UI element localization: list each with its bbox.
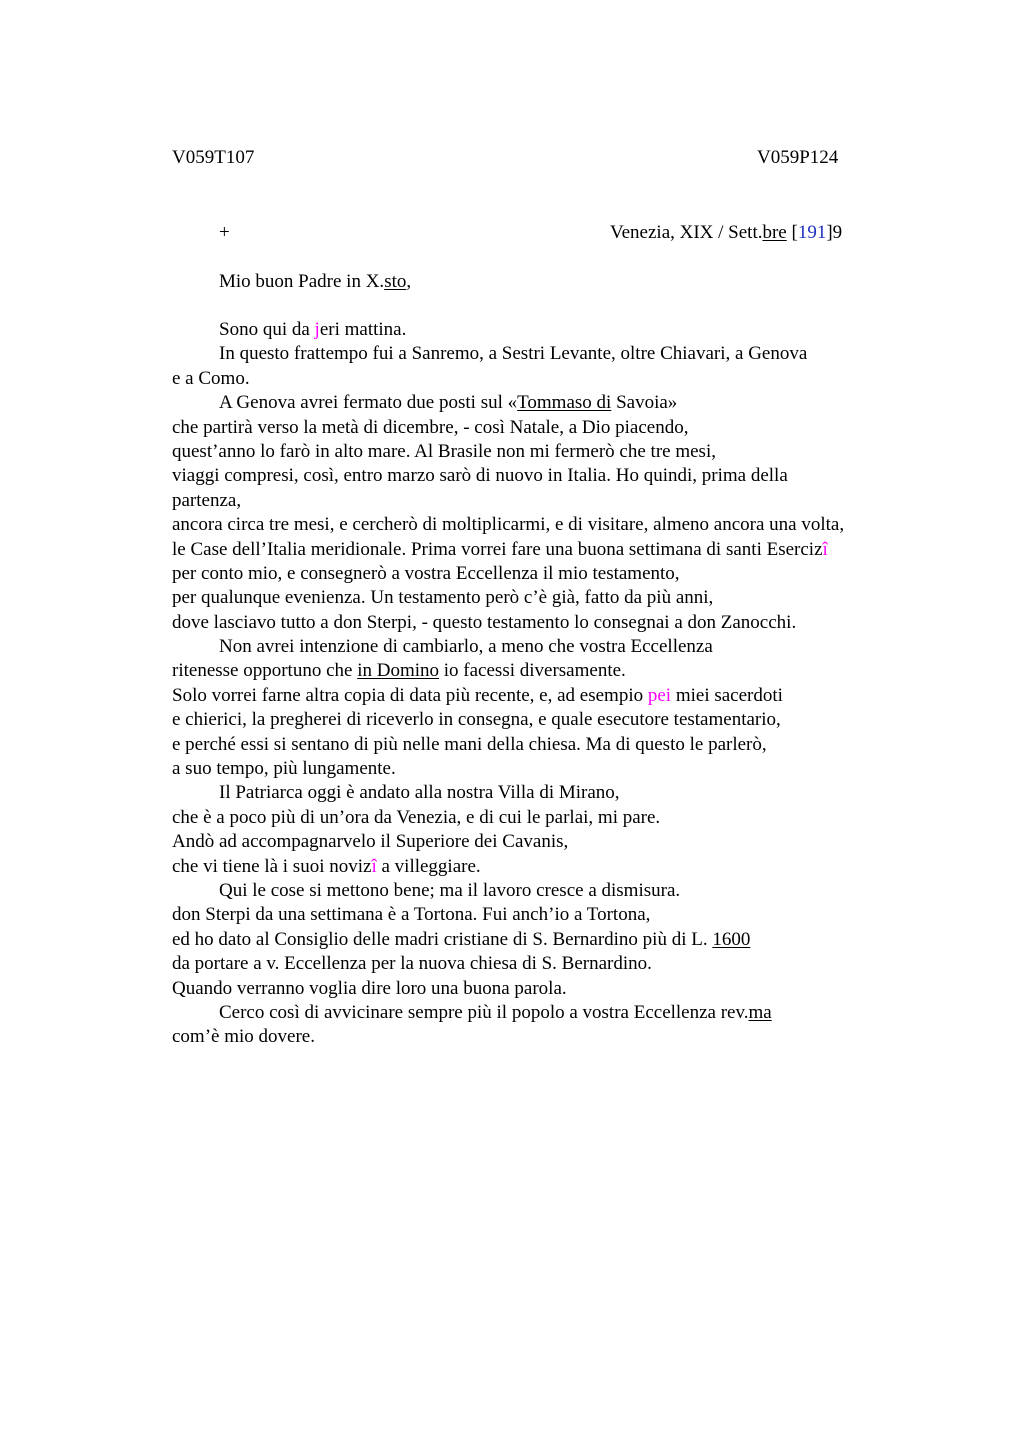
- letter-line: [172, 1001, 912, 1025]
- letter-line: com’è mio dovere.: [172, 1026, 315, 1048]
- letter-line: che è a poco più di un’ora da Venezia, e di cui le parlai, mi pare.: [172, 806, 661, 828]
- dateline-text: Venezia, XIX / Sett.: [610, 222, 763, 243]
- text-segment: A Genova avrei fermato due posti sul «: [219, 392, 518, 414]
- dateline: [610, 222, 842, 244]
- dateline-abbreviation: bre: [762, 222, 787, 243]
- letter-line: [172, 318, 912, 342]
- letter-line: [172, 855, 912, 879]
- underlined-ship-name: Tommaso di: [517, 392, 612, 414]
- letter-line: don Sterpi da una settimana è a Tortona. Fui anch’io a Tortona,: [172, 904, 651, 926]
- salutation-comma: ,: [406, 271, 412, 292]
- letter-line: e a Como.: [172, 367, 250, 389]
- dateline-bracket-close: ]9: [826, 222, 843, 243]
- text-segment: le Case dell’Italia meridionale. Prima vorrei fare una buona settimana di santi Eserciz: [172, 538, 823, 560]
- letter-line: Quando verranno voglia dire loro una buona parola.: [172, 977, 567, 999]
- text-segment: Sono qui da: [219, 319, 315, 340]
- text-segment: ed ho dato al Consiglio delle madri cristiane di S. Bernardino più di L.: [172, 928, 713, 950]
- text-segment: Savoia»: [611, 392, 678, 414]
- underlined-amount: 1600: [712, 928, 751, 950]
- letter-line: e chierici, la pregherei di riceverlo in consegna, e quale esecutore testamentario,: [172, 709, 781, 731]
- letter-line: a suo tempo, più lungamente.: [172, 758, 396, 780]
- letter-line: [172, 928, 912, 952]
- document-code-left: V059T107: [172, 147, 255, 168]
- cross-symbol: +: [219, 222, 230, 243]
- letter-line: ancora circa tre mesi, e cercherò di moltiplicarmi, e di visitare, almeno ancora una volta,: [172, 514, 845, 536]
- letter-line: Non avrei intenzione di cambiarlo, a meno che vostra Eccellenza: [219, 636, 713, 658]
- letter-line: e perché essi si sentano di più nelle mani della chiesa. Ma di questo le parlerò,: [172, 733, 767, 755]
- letter-line: partenza,: [172, 489, 242, 511]
- editorial-mark: pei: [647, 684, 672, 706]
- editorial-mark: j: [314, 319, 320, 340]
- letter-line: [172, 391, 912, 415]
- text-segment: che vi tiene là i suoi noviz: [172, 855, 372, 877]
- document-code-right: V059P124: [757, 147, 839, 168]
- letter-line: In questo frattempo fui a Sanremo, a Sestri Levante, oltre Chiavari, a Genova: [219, 343, 808, 365]
- letter-line: per qualunque evenienza. Un testamento però c’è già, fatto da più anni,: [172, 587, 714, 609]
- editorial-mark: î: [371, 855, 377, 877]
- letter-line: da portare a v. Eccellenza per la nuova chiesa di S. Bernardino.: [172, 953, 652, 975]
- salutation-abbreviation: sto: [384, 271, 407, 292]
- letter-line: viaggi compresi, così, entro marzo sarò di nuovo in Italia. Ho quindi, prima della: [172, 465, 788, 487]
- letter-line: Il Patriarca oggi è andato alla nostra Villa di Mirano,: [219, 782, 620, 804]
- text-segment: Solo vorrei farne altra copia di data più recente, e, ad esempio: [172, 684, 648, 706]
- letter-line: [172, 538, 912, 562]
- letter-line: che partirà verso la metà di dicembre, - così Natale, a Dio piacendo,: [172, 416, 689, 438]
- text-segment: eri mattina.: [319, 319, 407, 340]
- letter-line: [172, 684, 912, 708]
- text-segment: ritenesse opportuno che: [172, 660, 358, 682]
- salutation: [219, 271, 411, 293]
- text-segment: Cerco così di avvicinare sempre più il popolo a vostra Eccellenza rev.: [219, 1001, 749, 1023]
- underlined-abbreviation: ma: [748, 1001, 772, 1023]
- text-segment: a villeggiare.: [376, 855, 481, 877]
- editorial-mark: î: [822, 538, 828, 560]
- dateline-bracket-open: [: [786, 222, 798, 243]
- letter-line: Qui le cose si mettono bene; ma il lavoro cresce a dismisura.: [219, 879, 681, 901]
- letter-line: Andò ad accompagnarvelo il Superiore dei Cavanis,: [172, 831, 569, 853]
- letter-line: dove lasciavo tutto a don Sterpi, - questo testamento lo consegnai a don Zanocchi.: [172, 611, 797, 633]
- dateline-restored-year: 191: [797, 222, 827, 243]
- letter-line: quest’anno lo farò in alto mare. Al Brasile non mi fermerò che tre mesi,: [172, 440, 716, 462]
- text-segment: io facessi diversamente.: [439, 660, 626, 682]
- letter-body: [172, 318, 912, 1050]
- letter-line: [172, 659, 912, 683]
- text-segment: miei sacerdoti: [671, 684, 783, 706]
- underlined-latin-phrase: in Domino: [357, 660, 440, 682]
- letter-line: per conto mio, e consegnerò a vostra Eccellenza il mio testamento,: [172, 562, 680, 584]
- salutation-text: Mio buon Padre in X.: [219, 271, 385, 292]
